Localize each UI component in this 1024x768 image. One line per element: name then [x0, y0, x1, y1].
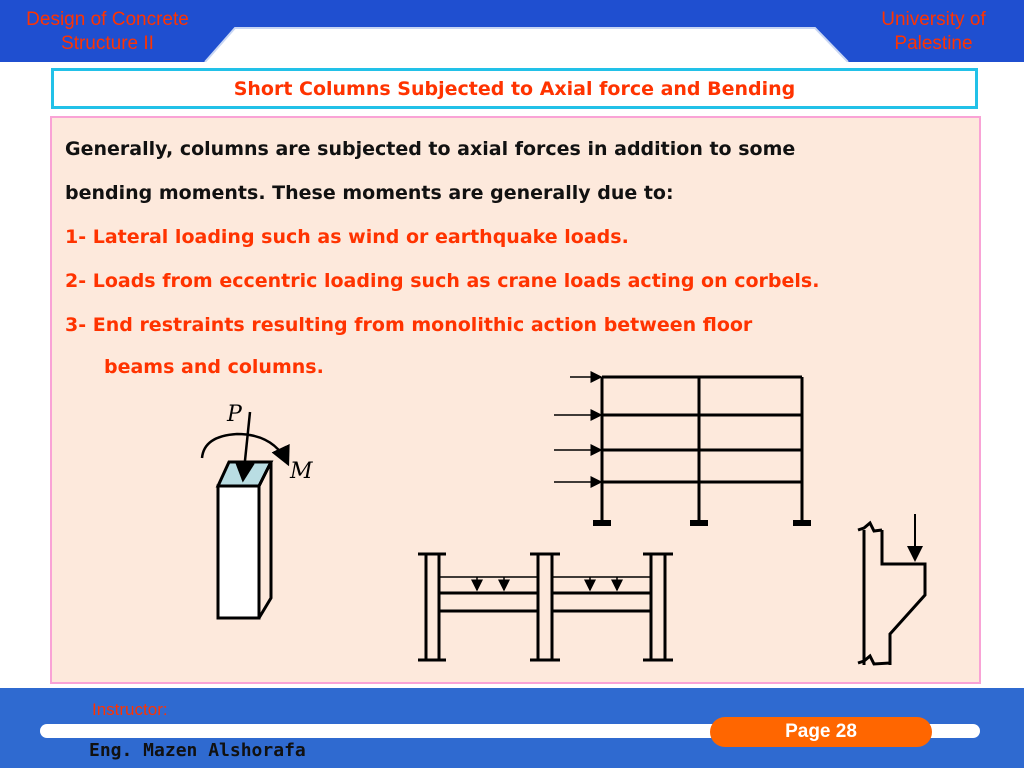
instructor-name: Eng. Mazen Alshorafa	[89, 740, 306, 761]
page-number: Page 28	[710, 717, 932, 747]
list-item-3-continued: beams and columns.	[104, 356, 324, 378]
instructor-label: Instructor:	[92, 700, 168, 719]
course-title-line1: Design of Concrete	[26, 9, 189, 30]
axial-load-label: P	[227, 402, 242, 427]
list-item-1: 1- Lateral loading such as wind or earthquake loads.	[65, 226, 629, 248]
university-name-line2: Palestine	[894, 33, 973, 54]
content-panel	[50, 116, 981, 684]
slide-title: Short Columns Subjected to Axial force and Bending	[233, 77, 796, 100]
slide-title-box	[51, 68, 978, 109]
university-name-line1: University of	[881, 9, 986, 30]
structural-diagrams	[52, 118, 979, 682]
beam-column-diagram	[418, 554, 673, 660]
body-line-2: bending moments. These moments are generally due to:	[65, 182, 674, 204]
corbel-diagram	[858, 514, 925, 665]
body-line-1: Generally, columns are subjected to axial forces in addition to some	[65, 138, 796, 160]
university-name	[851, 8, 1016, 56]
column-diagram	[202, 412, 288, 618]
course-title-line2: Structure II	[61, 33, 154, 54]
list-item-3: 3- End restraints resulting from monolithic action between floor	[65, 314, 753, 336]
frame-diagram	[554, 377, 811, 523]
course-title	[0, 8, 215, 56]
list-item-2: 2- Loads from eccentric loading such as crane loads acting on corbels.	[65, 270, 820, 292]
moment-label: M	[290, 459, 313, 484]
